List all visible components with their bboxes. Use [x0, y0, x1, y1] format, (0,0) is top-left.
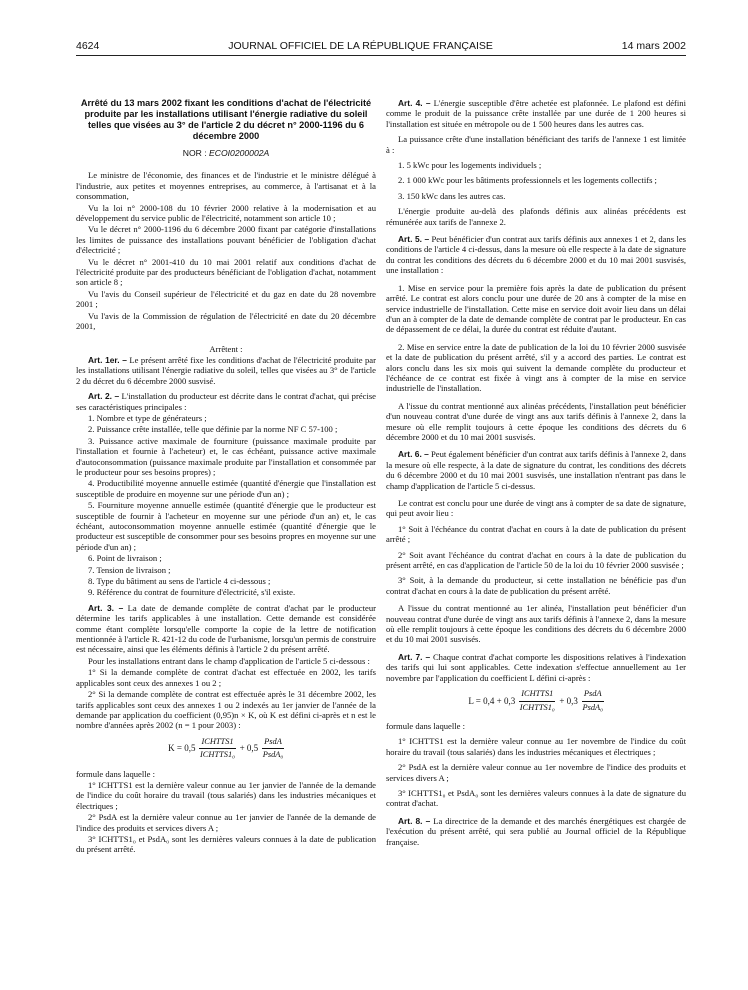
visa-1: Vu la loi n° 2000-108 du 10 février 2000 relative à la modernisation et au développement du service public de l'électricité, notamment son article 10 ;: [76, 202, 376, 224]
formula-l-den-1: ICHTTS1₀: [519, 702, 555, 712]
paragraph: 1° Si la demande complète de contrat d'achat est effectuée en 2002, les tarifs applicables sont ceux des annexes 1 ou 2 ;: [76, 667, 376, 688]
page-number: 4624: [76, 40, 100, 52]
article-7-label: Art. 7. –: [398, 651, 431, 662]
paragraph: A l'issue du contrat mentionné aux alinéas précédents, l'installation peut bénéficier d'un nouveau contrat d'une durée de vingt ans aux tarifs définis à l'annexe 2, dans la mesure où elle remplit toujours à cette époque les conditions des décrets du 6 décembre 2000 et du 10 mai 2001 susvisés.: [386, 400, 686, 442]
paragraph: 2° Si la demande complète de contrat est effectuée après le 31 décembre 2002, les tarifs applicables sont ceux des annexes 1 ou 2 indexés au 1er janvier de l'année de la demande par application du coefficient (0,95)n × K, où K est défini ci-après et n est le nombre d'années après 2002 (n = 1 pour 2003) :: [76, 689, 376, 731]
paragraph: Le contrat est conclu pour une durée de vingt ans à compter de sa date de signature, qui peut avoir lieu :: [386, 498, 686, 519]
list-item: 3. Puissance active maximale de fourniture (puissance maximale produite par l'installation et fournie à l'acheteur) et, le cas échéant, puissance active maximale d'autoconsommation (puissance maximale produite par l'installation et consommée par le producteur pour ses besoins propres) ;: [76, 435, 376, 477]
article-4-label: Art. 4. –: [398, 98, 431, 108]
paragraph: 2. Mise en service entre la date de publication de la loi du 10 février 2000 susvisée et la date de publication du présent arrêté, s'il y a accord des parties. Le contrat est alors conclu dans les six mois qui suivent la demande complète du producteur et l'échéance de ce contrat est fixée à vingt ans à compter de la mise en service industrielle de l'installation.: [386, 341, 686, 394]
formula-l-fraction-1: [519, 689, 555, 713]
article-2-text: L'installation du producteur est décrite dans le contrat d'achat, qui précise ses caractéristiques principales :: [76, 391, 376, 412]
list-item: 1. 5 kWc pour les logements individuels ;: [398, 160, 542, 171]
list-item: 6. Point de livraison ;: [88, 553, 162, 564]
paragraph: 1° ICHTTS1 est la dernière valeur connue au 1er janvier de l'année de la demande de l'indice du coût horaire du travail (tous salariés) dans les industries mécaniques et électriques ;: [76, 779, 376, 811]
paragraph: 2° Soit avant l'échéance du contrat d'achat en cours à la date de publication du présent arrêté, en cas d'application de l'article 50 de la loi du 10 février 2000 susvisée ;: [386, 549, 686, 571]
article-6-text: Peut également bénéficier d'un contrat aux tarifs définis à l'annexe 2, dans la mesure où elle respecte, à la date de signature du contrat, les conditions des décrets du 6 décembre 2000 et du 10 mai 2001 susvisés, une installation n'entrant pas dans le champ d'application de l'article 5 ci-dessus.: [386, 449, 686, 491]
paragraph: formule dans laquelle :: [76, 768, 155, 779]
formula-k-num-2: PsdA: [262, 737, 284, 749]
paragraph: 3° ICHTTS1₀ et PsdA₀ sont les dernières valeurs connues à la date de publication du présent arrêté.: [76, 833, 376, 855]
formula-k-fraction-1: [199, 737, 235, 761]
paragraph: 2° PsdA est la dernière valeur connue au 1er janvier de l'année de la demande de l'indice des produits et services divers A ;: [76, 812, 376, 833]
article-5-label: Art. 5. –: [398, 234, 430, 245]
formula-l-fraction-2: [582, 689, 604, 713]
list-item: 8. Type du bâtiment au sens de l'article 4 ci-dessous ;: [88, 576, 271, 587]
article-1-label: Art. 1er. –: [88, 354, 127, 365]
article-3-text: La date de demande complète de contrat d'achat par le producteur détermine les tarifs applicables à une installation. Cette demande est considérée comme étant complète lorsqu'elle comporte la copie de la lettre de notification mentionnée à l'article R. 421-12 du code de l'urbanisme, lorsqu'un permis de construire est nécessaire, ainsi que les éléments définis à l'article 2 du présent arrêté.: [76, 602, 376, 655]
paragraph: 3° ICHTTS1₀ et PsdA₀ sont les dernières valeurs connues à la date de signature du contrat d'achat.: [386, 787, 686, 809]
article-6-label: Art. 6. –: [398, 449, 429, 460]
paragraph: 1. Mise en service pour la première fois après la date de publication du présent arrêté. Le contrat est alors conclu pour une durée de 20 ans à compter de la mise en service industrielle de l'installation. Cette mise en service doit avoir lieu dans un délai d'un an à compter de la date de demande complète de contrat par le producteur. En cas de dépassement de ce délai, la durée du contrat est réduite d'autant.: [386, 282, 686, 335]
list-item: 1. Nombre et type de générateurs ;: [88, 412, 207, 423]
article-4-text: L'énergie susceptible d'être achetée est plafonnée. Le plafond est défini comme le produit de la puissance crête installée par une durée de 1 200 heures si l'installation est située en métropole ou de 1 500 heures dans les autres cas.: [386, 98, 686, 129]
article-6: [386, 449, 686, 491]
paragraph: formule dans laquelle :: [386, 720, 465, 731]
article-2-label: Art. 2. –: [88, 391, 120, 402]
formula-l-plus: + 0,3: [559, 695, 578, 706]
paragraph: 1° ICHTTS1 est la dernière valeur connue au 1er novembre de l'indice du coût horaire du travail (tous salariés) dans les industries mécaniques et électriques ;: [386, 736, 686, 757]
nor-label: NOR :: [182, 148, 207, 158]
article-8-text: La directrice de la demande et des marchés énergétiques est chargée de l'exécution du présent arrêté, qui sera publié au Journal officiel de la République française.: [386, 815, 686, 847]
left-column: [76, 98, 376, 856]
nor-code: ECOI0200002A: [209, 148, 270, 158]
formula-l-num-1: ICHTTS1: [519, 689, 555, 701]
formula-k: [76, 737, 376, 761]
article-7: [386, 652, 686, 683]
right-column: [386, 98, 686, 856]
formula-l: [386, 689, 686, 713]
arretent: Arrêtent :: [209, 343, 243, 354]
article-3: [76, 603, 376, 655]
paragraph: La puissance crête d'une installation bénéficiant des tarifs de l'annexe 1 est limitée à :: [386, 134, 686, 155]
issue-date: 14 mars 2002: [621, 40, 686, 52]
list-item: 5. Fourniture moyenne annuelle estimée (quantité d'énergie que le producteur est susceptible de fournir à l'acheteur en moyenne sur une période d'un an) et, le cas échéant, autoconsommation moyenne annuelle estimée (quantité d'énergie que le producteur est susceptible de consommer pour ses besoins propres en moyenne sur une période d'un an) ;: [76, 500, 376, 552]
visa-5: Vu l'avis de la Commission de régulation de l'électricité en date du 20 décembre 2001,: [76, 310, 376, 332]
article-4: [386, 98, 686, 129]
two-columns: [76, 98, 686, 856]
paragraph: 3° Soit, à la demande du producteur, si cette installation ne bénéficie pas d'un contrat d'achat en cours à la date de publication du présent arrêté.: [386, 575, 686, 596]
article-5: [386, 234, 686, 276]
article-1-text: Le présent arrêté fixe les conditions d'achat de l'électricité produite par les installations utilisant l'énergie radiative du soleil, telles que visées au 3° de l'article 2 du décret du 6 décembre 2000 susvisé.: [76, 354, 376, 386]
arrete-title: Arrêté du 13 mars 2002 fixant les conditions d'achat de l'électricité produite par les installations utilisant l'énergie radiative du soleil telles que visées au 3° de l'article 2 du décret n° 2000-1196 du 6 décembre 2000: [80, 98, 372, 141]
page-header: [76, 40, 686, 56]
article-5-text: Peut bénéficier d'un contrat aux tarifs définis aux annexes 1 et 2, dans les conditions de l'article 4 ci-dessus, dans la mesure où elle respecte à la date de signature du contrat les conditions des décrets du 6 décembre 2000 et du 10 mai 2001 susvisés, une installation :: [386, 234, 686, 276]
preamble-ministers: Le ministre de l'économie, des finances et de l'industrie et le ministre délégué à l'industrie, aux petites et moyennes entreprises, au commerce, à l'artisanat et à la consommation,: [76, 170, 376, 202]
nor-reference: [76, 148, 376, 158]
formula-l-den-2: PsdA₀: [582, 702, 604, 712]
list-item: 2. Puissance crête installée, telle que définie par la norme NF C 57-100 ;: [88, 424, 338, 435]
formula-l-num-2: PsdA: [582, 689, 604, 701]
article-2: [76, 391, 376, 412]
paragraph: A l'issue du contrat mentionné au 1er alinéa, l'installation peut bénéficier d'un nouveau contrat d'une durée de vingt ans aux tarifs définis à l'annexe 2, dans la mesure où elle remplit toujours à cette époque les conditions des décrets du 6 décembre 2000 et du 10 mai 2001 susvisés.: [386, 603, 686, 645]
paragraph: 2° PsdA est la dernière valeur connue au 1er novembre de l'indice des produits et services divers A ;: [386, 762, 686, 783]
list-item: 7. Tension de livraison ;: [88, 564, 171, 575]
list-item: 4. Productibilité moyenne annuelle estimée (quantité d'énergie que l'installation est susceptible de produire en moyenne sur une période d'un an) ;: [76, 478, 376, 499]
article-1: [76, 355, 376, 386]
visa-4: Vu l'avis du Conseil supérieur de l'électricité et du gaz en date du 28 novembre 2001 ;: [76, 288, 376, 310]
formula-k-num-1: ICHTTS1: [199, 737, 235, 749]
article-7-text: Chaque contrat d'achat comporte les dispositions relatives à l'indexation des tarifs qui lui sont applicables. Cette indexation s'effectue annuellement au 1er novembre par l'application du coefficient L défini ci-après :: [386, 651, 686, 683]
visa-2: Vu le décret n° 2000-1196 du 6 décembre 2000 fixant par catégorie d'installations les limites de puissance des installations pouvant bénéficier de l'obligation d'achat d'électricité ;: [76, 224, 376, 256]
formula-k-lhs: K = 0,5: [168, 743, 196, 754]
list-item: 3. 150 kWc dans les autres cas.: [398, 190, 506, 201]
paragraph: 1° Soit à l'échéance du contrat d'achat en cours à la date de publication du présent arrêté ;: [386, 523, 686, 545]
article-3-label: Art. 3. –: [88, 602, 124, 613]
list-item: 9. Référence du contrat de fourniture d'électricité, s'il existe.: [88, 587, 296, 598]
formula-k-den-1: ICHTTS1₀: [200, 750, 236, 760]
paragraph: L'énergie produite au-delà des plafonds définis aux alinéas précédents est rémunérée aux tarifs de l'annexe 2.: [386, 206, 686, 227]
formula-l-lhs: L = 0,4 + 0,3: [468, 695, 516, 706]
formula-k-plus: + 0,5: [239, 743, 259, 754]
journal-title: JOURNAL OFFICIEL DE LA RÉPUBLIQUE FRANÇAISE: [228, 40, 493, 52]
formula-k-den-2: PsdA₀: [262, 750, 284, 760]
article-8: [386, 816, 686, 847]
paragraph: Pour les installations entrant dans le champ d'application de l'article 5 ci-dessous :: [88, 655, 370, 666]
list-item: 2. 1 000 kWc pour les bâtiments professionnels et les logements collectifs ;: [398, 175, 657, 186]
article-8-label: Art. 8. –: [398, 815, 431, 826]
visa-3: Vu le décret n° 2001-410 du 10 mai 2001 relatif aux conditions d'achat de l'électricité produite par des producteurs bénéficiant de l'obligation d'achat, notamment son article 8 ;: [76, 256, 376, 288]
formula-k-fraction-2: [262, 737, 284, 761]
